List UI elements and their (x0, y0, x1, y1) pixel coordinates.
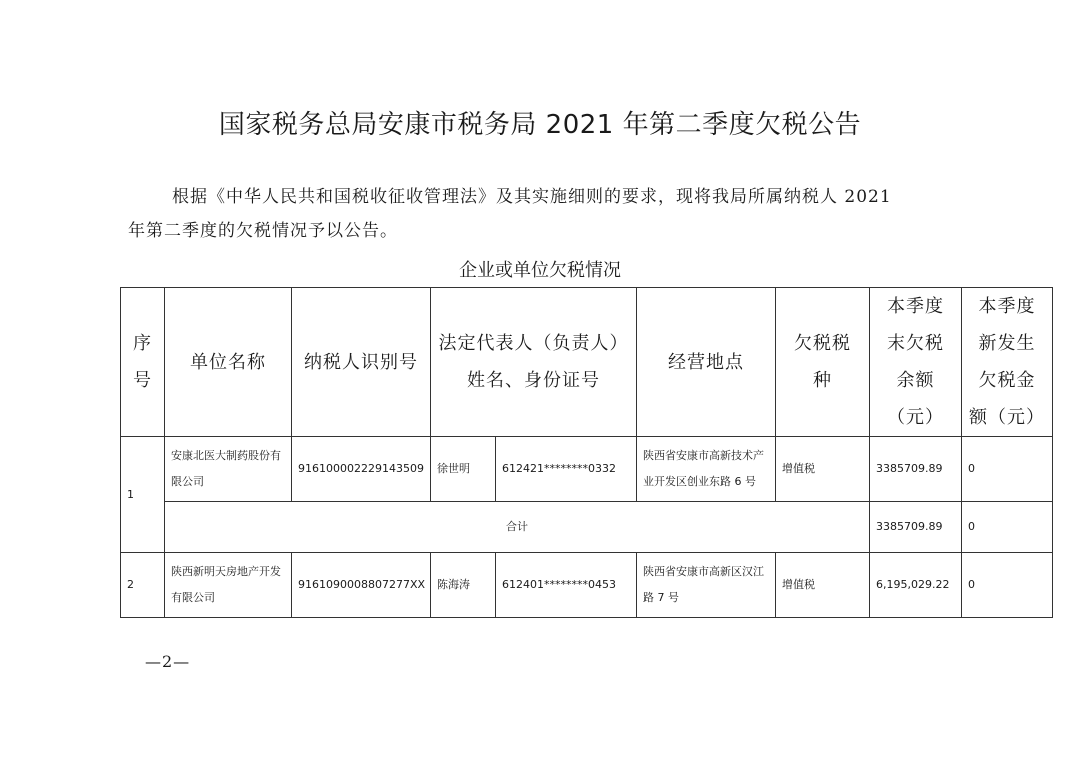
row-company: 陕西新明天房地产开发 有限公司 (165, 553, 292, 618)
subtotal-balance: 3385709.89 (870, 502, 962, 553)
row-company: 安康北医大制药股份有 限公司 (165, 437, 292, 502)
row-taxtype: 增值税 (776, 553, 870, 618)
row-taxid: 9161090008807277XX (292, 553, 431, 618)
row-id-number: 612421********0332 (496, 437, 637, 502)
page-number: —2— (145, 652, 191, 671)
header-seq: 序 号 (121, 288, 165, 437)
intro-line-1: 根据《中华人民共和国税收征收管理法》及其实施细则的要求，现将我局所属纳税人 2021 (172, 187, 892, 207)
row-legal-name: 陈海涛 (431, 553, 496, 618)
subtotal-new-amount: 0 (962, 502, 1053, 553)
row-seq: 1 (121, 437, 165, 553)
subtotal-row (121, 502, 1053, 553)
row-balance: 3385709.89 (870, 437, 962, 502)
header-legal-rep: 法定代表人（负责人） 姓名、身份证号 (431, 288, 637, 437)
row-address: 陕西省安康市高新技术产 业开发区创业东路 6 号 (637, 437, 776, 502)
tax-arrears-table (120, 287, 1053, 618)
row-address: 陕西省安康市高新区汉江 路 7 号 (637, 553, 776, 618)
row-new-amount: 0 (962, 437, 1053, 502)
announcement-title: 国家税务总局安康市税务局 2021 年第二季度欠税公告 (218, 110, 862, 140)
intro-line-2: 年第二季度的欠税情况予以公告。 (128, 221, 398, 241)
header-balance: 本季度 末欠税 余额 （元） (870, 288, 962, 437)
table-row (121, 437, 1053, 502)
row-seq: 2 (121, 553, 165, 618)
row-balance: 6,195,029.22 (870, 553, 962, 618)
row-legal-name: 徐世明 (431, 437, 496, 502)
header-taxtype: 欠税税 种 (776, 288, 870, 437)
header-address: 经营地点 (637, 288, 776, 437)
header-taxid: 纳税人识别号 (292, 288, 431, 437)
subtotal-label: 合计 (165, 502, 870, 553)
row-id-number: 612401********0453 (496, 553, 637, 618)
table-title: 企业或单位欠税情况 (459, 260, 621, 281)
row-taxid: 916100002229143509 (292, 437, 431, 502)
header-company: 单位名称 (165, 288, 292, 437)
table-row (121, 553, 1053, 618)
intro-paragraph (128, 180, 948, 248)
row-taxtype: 增值税 (776, 437, 870, 502)
header-new-amount: 本季度 新发生 欠税金 额（元） (962, 288, 1053, 437)
row-new-amount: 0 (962, 553, 1053, 618)
table-header-row (121, 288, 1053, 437)
